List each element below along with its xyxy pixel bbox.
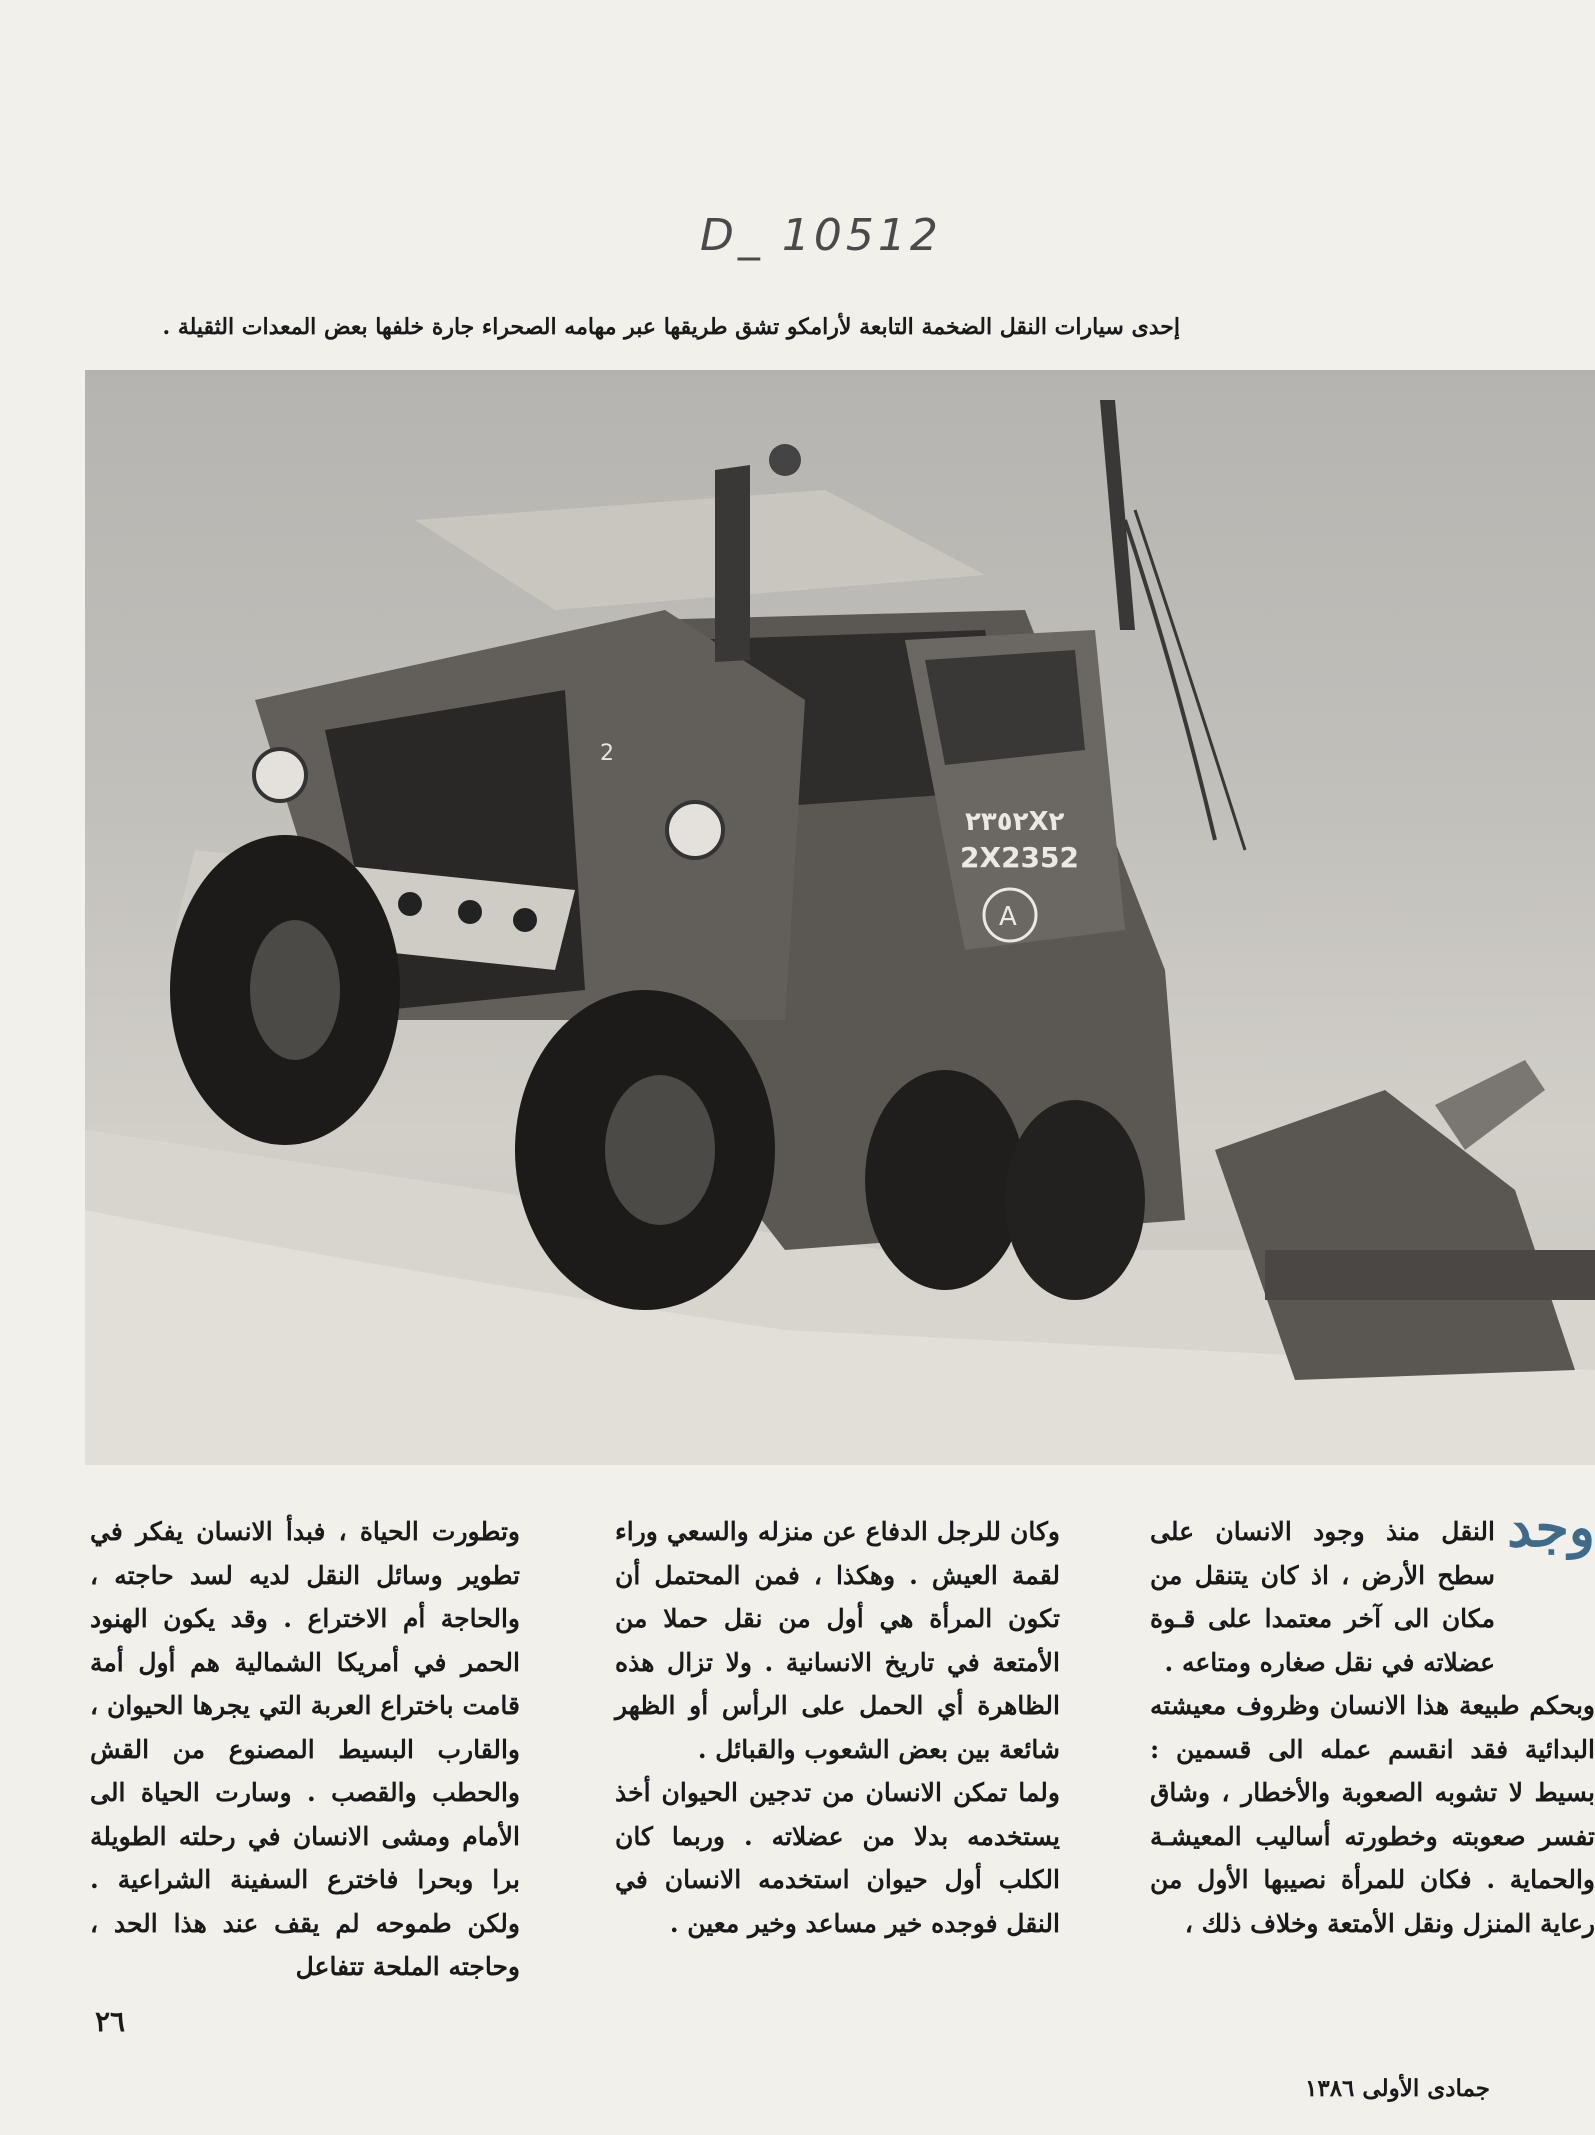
photo-caption: إحدى سيارات النقل الضخمة التابعة لأرامكو تشق طريقها عبر مهامه الصحراء جارة خلفها بعض المعدات الثقيلة .	[162, 314, 1180, 340]
drop-cap: وجد	[1507, 1495, 1595, 1559]
truck-photo	[85, 370, 1595, 1465]
article-column-1	[1150, 1495, 1595, 1945]
logo-letter: A	[999, 902, 1017, 932]
truck-number: 2	[600, 741, 614, 766]
paragraph: وكان للرجل الدفاع عن منزله والسعي وراء لقمة العيش . وهكذا ، فمن المحتمل أن تكون المرأة هي أول من نقل حملا من الأمتعة في تاريخ الانسانية . ولا تزال هذه الظاهرة أي الحمل على الرأس أو الظهر شائعة بين بعض الشعوب والقبائل .	[615, 1517, 1060, 1764]
paragraph: النقل منذ وجود الانسان على سطح الأرض ، اذ كان يتنقل من مكان الى آخر معتمدا على قـوة عضلاته في نقل صغاره ومتاعه .	[1150, 1517, 1495, 1677]
paragraph: وتطورت الحياة ، فبدأ الانسان يفكر في تطوير وسائل النقل لديه لسد حاجته ، والحاجة أم الاختراع . وقد يكون الهنود الحمر في أمريكا الشمالية هم أول أمة قامت باختراع العربة التي يجرها الحيوان ، والقارب البسيط المصنوع من القش والحطب والقصب . وسارت الحياة الى الأمام ومشى الانسان في رحلته الطويلة برا وبحرا فاخترع السفينة الشراعية . ولكن طموحه لم يقف عند هذا الحد ، وحاجته الملحة تتفاعل	[90, 1517, 520, 1981]
page-number: ٢٦	[95, 2005, 126, 2038]
article-body	[85, 1495, 1595, 1990]
paragraph: ولما تمكن الانسان من تدجين الحيوان أخذ يستخدمه بدلا من عضلاته . وربما كان الكلب أول حيوان استخدمه الانسان في النقل فوجده خير مساعد وخير معين .	[615, 1778, 1060, 1938]
license-plate-latin: 2X2352	[960, 841, 1079, 874]
archive-code-handwritten: D_ 10512	[700, 210, 942, 261]
issue-date: جمادى الأولى ١٣٨٦	[1305, 2075, 1490, 2102]
paragraph: وبحكم طبيعة هذا الانسان وظروف معيشته البدائية فقد انقسم عمله الى قسمين : بسيط لا تشوبه الصعوبة والأخطار ، وشاق تفسر صعوبته وخطورته أساليب المعيشـة والحماية . فكان للمرأة نصيبها الأول من رعاية المنزل ونقل الأمتعة وخلاف ذلك ،	[1150, 1691, 1595, 1938]
article-column-2	[615, 1510, 1060, 1945]
license-plate-arabic: ٢٣٥٢X٢	[965, 807, 1065, 837]
article-column-3	[90, 1510, 520, 1989]
